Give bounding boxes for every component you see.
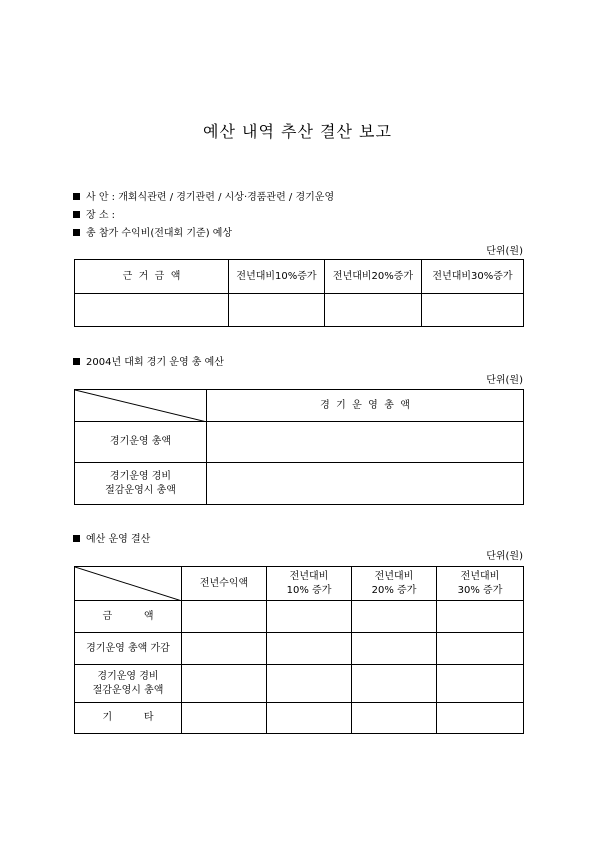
unit-label: 단위(원) [486, 551, 523, 562]
square-bullet-icon [73, 358, 80, 365]
table-cell[interactable] [182, 633, 267, 665]
diagonal-header-cell [75, 390, 207, 422]
diagonal-line [75, 390, 207, 422]
square-bullet-icon [73, 193, 80, 200]
table-cell[interactable] [267, 703, 352, 734]
cell-increase-20[interactable] [325, 294, 422, 327]
header-increase-20: 전년대비 20% 증가 [352, 567, 437, 601]
section-title: 예산 운영 결산 [86, 534, 151, 545]
info-line-event [73, 188, 334, 203]
table-cell[interactable] [437, 665, 524, 703]
info-text: 총 참가 수익비(전대회 기준) 예상 [86, 228, 233, 239]
section2-heading [73, 353, 224, 368]
info-line-venue [73, 206, 115, 221]
header-increase-20: 전년대비20%증가 [325, 260, 422, 294]
row-label-operation-total: 경기운영 총액 [75, 422, 207, 463]
table-cell[interactable] [352, 665, 437, 703]
table-cell[interactable] [437, 601, 524, 633]
table-cell[interactable] [267, 633, 352, 665]
table-cell[interactable] [182, 665, 267, 703]
cell-increase-30[interactable] [422, 294, 524, 327]
table-cell[interactable] [182, 703, 267, 734]
cell-reduced-total[interactable] [207, 463, 524, 505]
header-basis-amount: 근 거 금 액 [75, 260, 229, 294]
diagonal-header-cell [75, 567, 182, 601]
header-increase-10: 전년대비 10% 증가 [267, 567, 352, 601]
row-label-reduced-total: 경기운영 경비 절감운영시 총액 [75, 463, 207, 505]
info-line-revenue [73, 224, 232, 239]
table-cell[interactable] [352, 633, 437, 665]
cell-basis-amount[interactable] [75, 294, 229, 327]
unit-label: 단위(원) [486, 246, 523, 257]
unit-label: 단위(원) [486, 375, 523, 386]
row-label-amount: 금 액 [75, 601, 182, 633]
document-title: 예산 내역 추산 결산 보고 [203, 122, 392, 141]
cell-increase-10[interactable] [229, 294, 325, 327]
row-label-total-adjust: 경기운영 총액 가감 [75, 633, 182, 665]
header-increase-10: 전년대비10%증가 [229, 260, 325, 294]
operation-budget-table [74, 389, 524, 505]
square-bullet-icon [73, 229, 80, 236]
header-increase-30: 전년대비 30% 증가 [437, 567, 524, 601]
table-cell[interactable] [267, 665, 352, 703]
row-label-other: 기 타 [75, 703, 182, 734]
settlement-table [74, 566, 524, 734]
table-cell[interactable] [267, 601, 352, 633]
row-label-reduced-total: 경기운영 경비 절감운영시 총액 [75, 665, 182, 703]
cell-operation-total[interactable] [207, 422, 524, 463]
square-bullet-icon [73, 535, 80, 542]
section-title: 2004년 대회 경기 운영 총 예산 [86, 357, 224, 368]
header-prev-revenue: 전년수익액 [182, 567, 267, 601]
header-increase-30: 전년대비30%증가 [422, 260, 524, 294]
table-cell[interactable] [182, 601, 267, 633]
revenue-table [74, 259, 524, 327]
table-cell[interactable] [437, 703, 524, 734]
table-cell[interactable] [352, 703, 437, 734]
diagonal-line [75, 567, 182, 601]
section3-heading [73, 530, 150, 545]
table-cell[interactable] [352, 601, 437, 633]
square-bullet-icon [73, 211, 80, 218]
info-text: 사 안 : 개회식관련 / 경기관련 / 시상·경품관련 / 경기운영 [86, 192, 335, 203]
info-text: 장 소 : [86, 210, 116, 221]
table-cell[interactable] [437, 633, 524, 665]
header-operation-total: 경 기 운 영 총 액 [207, 390, 524, 422]
